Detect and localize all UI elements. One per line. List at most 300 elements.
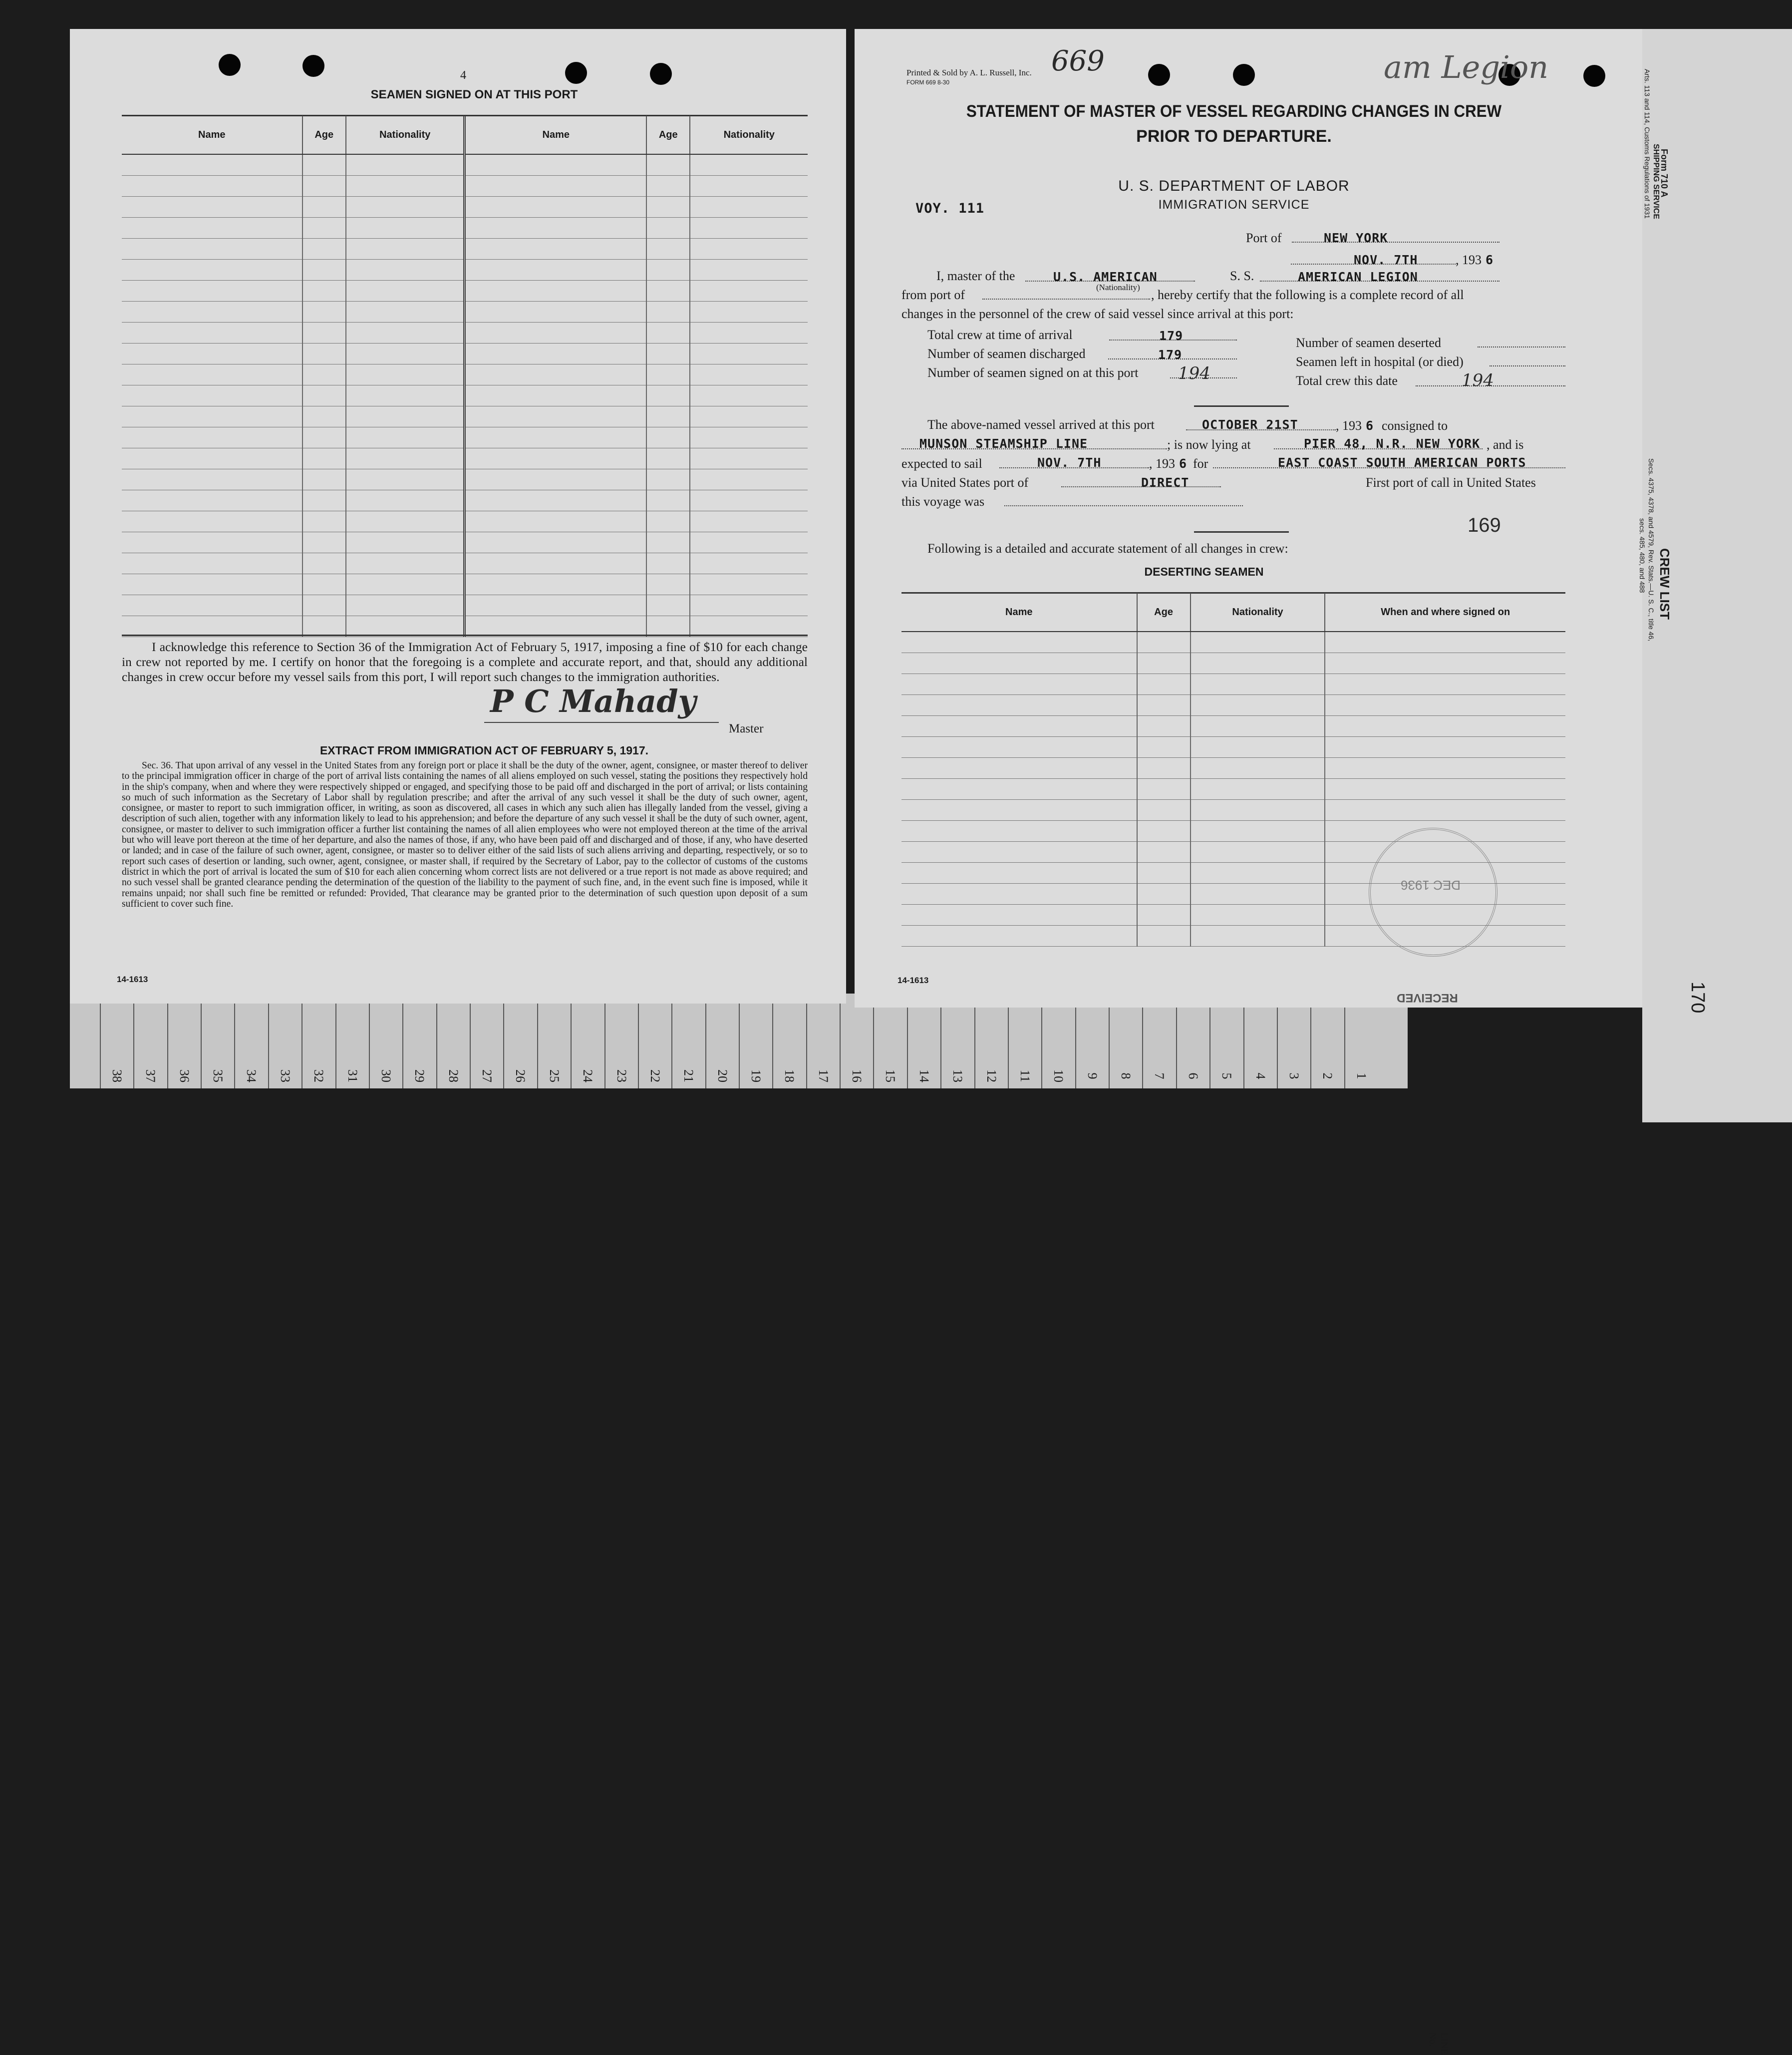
table-row: [901, 695, 1565, 716]
underlying-line-number: 29: [412, 1069, 427, 1082]
punch-hole: [1233, 64, 1255, 86]
side-sections: Secs. 4375, 4378, and 4579, Rev. Stats.—U. S. C., title 46,: [1647, 458, 1655, 642]
underlying-line-label: LINE No.: [1427, 2032, 1450, 2055]
separator-2: [1194, 531, 1289, 533]
table-cell: [1191, 653, 1325, 674]
table-cell: [1137, 779, 1191, 800]
underlying-line-number: 8: [1119, 1072, 1134, 1079]
table-cell: [465, 448, 646, 469]
handwritten-ship-note: am Legion: [1384, 49, 1549, 85]
table-cell: [1325, 800, 1565, 821]
punch-hole: [565, 62, 587, 84]
table-row: [122, 448, 808, 469]
side-form-number: Form 710 A: [1659, 149, 1669, 198]
total-crew-arrival-label: Total crew at time of arrival: [927, 328, 1073, 342]
master-of-label: I, master of the: [936, 269, 1015, 283]
table-cell: [122, 511, 302, 532]
table-cell: [690, 323, 808, 343]
underlying-column: [571, 994, 603, 1088]
table-cell: [1325, 653, 1565, 674]
table-row: [122, 616, 808, 637]
table-cell: [1137, 905, 1191, 926]
table-cell: [122, 154, 302, 176]
underlying-line-number: 5: [1219, 1072, 1234, 1079]
table-cell: [646, 197, 690, 218]
table-cell: [302, 176, 346, 197]
table-cell: [690, 616, 808, 637]
table-cell: [646, 281, 690, 302]
underlying-line-number: 3: [1286, 1072, 1301, 1079]
table-cell: [690, 511, 808, 532]
table-cell: [346, 239, 465, 260]
table-cell: [302, 197, 346, 218]
table-cell: [901, 905, 1137, 926]
extract-title: EXTRACT FROM IMMIGRATION ACT OF FEBRUARY 5, 1917.: [319, 744, 649, 757]
underlying-line-number: 10: [1051, 1069, 1066, 1082]
table-cell: [690, 343, 808, 364]
table-cell: [465, 553, 646, 574]
table-row: [901, 800, 1565, 821]
port-of-value: NEW YORK: [1324, 231, 1388, 245]
underlying-line-number: 17: [816, 1069, 831, 1082]
underlying-line-number: 19: [749, 1069, 763, 1082]
table-cell: [901, 695, 1137, 716]
underlying-column: [133, 994, 166, 1088]
table-cell: [901, 674, 1137, 695]
underlying-column: [436, 994, 469, 1088]
table-cell: [1137, 632, 1191, 653]
table-cell: [346, 448, 465, 469]
table-row: [122, 532, 808, 553]
table-cell: [465, 239, 646, 260]
table-cell: [346, 595, 465, 616]
underlying-column: [1277, 994, 1310, 1088]
table-row: [901, 674, 1565, 695]
table-row: [122, 239, 808, 260]
table-row: [901, 779, 1565, 800]
table-cell: [646, 323, 690, 343]
table-cell: [302, 490, 346, 511]
table-cell: [901, 926, 1137, 947]
table-cell: [1191, 716, 1325, 737]
expected-value: NOV. 7TH: [1037, 455, 1102, 470]
table-cell: [690, 532, 808, 553]
table-cell: [302, 469, 346, 490]
table-cell: [122, 302, 302, 323]
table-cell: [1137, 695, 1191, 716]
table-cell: [646, 532, 690, 553]
discharged-label: Number of seamen discharged: [927, 346, 1086, 361]
table-row: [122, 469, 808, 490]
table-cell: [646, 343, 690, 364]
underlying-line-number: 24: [581, 1069, 596, 1082]
table-cell: [465, 616, 646, 637]
table-cell: [302, 343, 346, 364]
table-cell: [465, 343, 646, 364]
table-row: [122, 574, 808, 595]
table-cell: [1191, 905, 1325, 926]
table-row: [901, 737, 1565, 758]
table-cell: [302, 323, 346, 343]
table-cell: [465, 281, 646, 302]
table-cell: [346, 323, 465, 343]
underlying-line-number: 6: [1186, 1072, 1200, 1079]
table-cell: [465, 595, 646, 616]
table-cell: [646, 511, 690, 532]
table-cell: [690, 302, 808, 323]
underlying-column: [1310, 994, 1343, 1088]
for-label: for: [1193, 456, 1208, 471]
underlying-line-number: 32: [311, 1069, 326, 1082]
table-cell: [901, 821, 1137, 842]
table-row: [122, 490, 808, 511]
received-label: RECEIVED: [1397, 991, 1458, 1005]
signed-on: 194: [1178, 363, 1210, 383]
table-cell: [465, 364, 646, 385]
table-cell: [122, 364, 302, 385]
table-cell: [302, 574, 346, 595]
underlying-column: [503, 994, 536, 1088]
table-cell: [465, 427, 646, 448]
col-name: Name: [122, 116, 302, 154]
page-number: 4: [460, 69, 466, 82]
table-cell: [690, 427, 808, 448]
table-cell: [901, 653, 1137, 674]
port-of-rule: [1292, 242, 1499, 243]
underlying-column: [234, 994, 267, 1088]
hospital-rule: [1490, 365, 1565, 366]
table-cell: [302, 281, 346, 302]
changes-text: changes in the personnel of the crew of said vessel since arrival at this port:: [901, 307, 1294, 321]
table-cell: [465, 197, 646, 218]
underlying-column: [1075, 994, 1108, 1088]
arrived-year-prefix: , 193: [1336, 418, 1362, 433]
table-cell: [646, 239, 690, 260]
table-cell: [346, 260, 465, 281]
table-cell: [690, 448, 808, 469]
arrived-value: OCTOBER 21ST: [1202, 417, 1298, 432]
table-cell: [302, 448, 346, 469]
underlying-column: [1041, 994, 1074, 1088]
table-cell: [1325, 758, 1565, 779]
table-cell: [1137, 926, 1191, 947]
discharged: 179: [1158, 347, 1183, 362]
punch-hole: [1583, 65, 1605, 87]
table-cell: [1137, 842, 1191, 863]
underlying-column: [1109, 994, 1142, 1088]
ship-name: AMERICAN LEGION: [1298, 270, 1418, 284]
table-cell: [1191, 674, 1325, 695]
table-cell: [122, 616, 302, 637]
underlying-column: [705, 994, 738, 1088]
extract-text: Sec. 36. That upon arrival of any vessel in the United States from any foreign port or place it shall be the duty of the owner, agent, consignee, or master thereof to deliver to the principal immigration officer in charge of the port of arrival lists containing the names of all aliens employed on such vessel, stating the positions they respectively hold in the ship's company, when and where they were respectively shipped or engaged, and specifying those to be paid off and discharged in the port of arrival; or lists containing so much of such information as the Secretary of Labor shall by regulation prescribe; and after the arrival of any such vessel it shall be the duty of such owner, agent, consignee, or master to report to such immigration officer, in writing, as soon as discovered, all cases in which any such alien has illegally landed from the vessel, giving a description of such alien, together with any information likely to lead to his apprehension; and before the departure of any such vessel it shall be the duty of such owner, agent, consignee, or master to deliver to such immigration officer a further list containing the names of all alien employees who were not employed thereon at the time of the arrival but who will leave port thereon at the time of her departure, and also the names of those, if any, who have been paid off and discharged and of those, if any, who have deserted or landed; and in case of the failure of such owner, agent, consignee, or master so to deliver either of the said lists of such aliens arriving and departing, respectively, or so to report such cases of desertion or landing, such owner, agent, consignee, or master shall, if required by the Secretary of Labor, pay to the collector of customs of the customs district in which the port of arrival is located the sum of $10 for each alien concerning whom correct lists are not delivered or a true report is not made as above required; and no such vessel shall be granted clearance pending the determination of the question of the liability to the payment of such fine, and, in the event such fine is imposed, while it remains unpaid; nor shall such fine be remitted or refunded: Provided, That clearance may be granted prior to the determination of such question upon deposit of a sum sufficient to cover such fine.: [122, 760, 808, 909]
underlying-line-number: 9: [1085, 1072, 1100, 1079]
table-cell: [122, 553, 302, 574]
table-cell: [122, 448, 302, 469]
underlying-line-number: 16: [850, 1069, 865, 1082]
table-cell: [1137, 758, 1191, 779]
table-cell: [122, 406, 302, 427]
col-age: Age: [1137, 593, 1191, 632]
table-cell: [901, 800, 1137, 821]
acknowledgment-text: I acknowledge this reference to Section 36 of the Immigration Act of February 5, 1917, imposing a fine of $10 for each change in crew not reported by me. I certify on honor that the foregoing is a complete and accurate report, and that, should any additional changes in crew occur before my vessel sails from this port, I will report such changes to the immigration authorities.: [122, 640, 808, 684]
underlying-column: [806, 994, 839, 1088]
underlying-column: [100, 994, 133, 1088]
punch-hole: [1148, 64, 1170, 86]
via-value: DIRECT: [1141, 475, 1190, 490]
table-cell: [346, 218, 465, 239]
right-form-code: 14-1613: [897, 976, 929, 985]
table-cell: [646, 176, 690, 197]
master-label: Master: [729, 722, 764, 735]
underlying-line-number: 33: [278, 1069, 293, 1082]
table-cell: [646, 448, 690, 469]
underlying-line-number: 27: [480, 1069, 495, 1082]
port-of-label: Port of: [1246, 231, 1282, 245]
punch-hole: [650, 63, 672, 85]
underlying-column: [907, 994, 940, 1088]
side-shipping-service: SHIPPING SERVICE: [1652, 144, 1660, 219]
underlying-line-number: 28: [446, 1069, 461, 1082]
page-number-side: 170: [1687, 982, 1708, 1014]
table-row: [122, 406, 808, 427]
table-cell: [646, 302, 690, 323]
form-title: STATEMENT OF MASTER OF VESSEL REGARDING CHANGES IN CREW: [966, 102, 1502, 121]
underlying-column: [1243, 994, 1276, 1088]
table-cell: [346, 343, 465, 364]
table-cell: [1137, 884, 1191, 905]
table-cell: [690, 406, 808, 427]
table-cell: [302, 302, 346, 323]
table-cell: [122, 239, 302, 260]
table-cell: [346, 281, 465, 302]
left-bottom-rule: [122, 635, 808, 636]
underlying-line-number: 4: [1253, 1072, 1268, 1079]
table-cell: [646, 427, 690, 448]
col-when-where: When and where signed on: [1325, 593, 1565, 632]
deserted-rule: [1478, 346, 1565, 347]
table-cell: [122, 469, 302, 490]
col-nationality: Nationality: [1191, 593, 1325, 632]
separator: [1194, 405, 1289, 407]
underlying-line-number: 31: [345, 1069, 360, 1082]
table-cell: [1137, 800, 1191, 821]
table-cell: [465, 154, 646, 176]
table-row: [901, 758, 1565, 779]
table-cell: [302, 511, 346, 532]
table-cell: [122, 595, 302, 616]
table-cell: [690, 490, 808, 511]
arrived-label: The above-named vessel arrived at this port: [927, 417, 1155, 432]
via-label: via United States port of: [901, 475, 1029, 490]
table-cell: [646, 595, 690, 616]
underlying-line-number: 7: [1152, 1072, 1167, 1079]
table-cell: [646, 616, 690, 637]
underlying-column: [268, 994, 301, 1088]
underlying-line-number: 15: [883, 1069, 898, 1082]
table-cell: [1191, 842, 1325, 863]
table-cell: [690, 574, 808, 595]
table-cell: [1191, 632, 1325, 653]
table-cell: [122, 218, 302, 239]
first-port-label: First port of call in United States: [1366, 475, 1536, 490]
table-cell: [346, 427, 465, 448]
form-title-2: PRIOR TO DEPARTURE.: [1136, 127, 1332, 146]
underlying-line-number: 35: [211, 1069, 226, 1082]
punch-hole: [302, 55, 324, 77]
underlying-line-number: 2: [1320, 1072, 1335, 1079]
underlying-column: [671, 994, 704, 1088]
table-cell: [346, 197, 465, 218]
table-cell: [302, 260, 346, 281]
table-cell: [346, 154, 465, 176]
lying-label: ; is now lying at: [1167, 437, 1251, 452]
table-cell: [302, 595, 346, 616]
table-cell: [122, 176, 302, 197]
table-cell: [122, 427, 302, 448]
table-cell: [346, 532, 465, 553]
received-stamp: [1369, 828, 1497, 957]
signed-on-label: Number of seamen signed on at this port: [927, 365, 1139, 380]
underlying-line-number: 30: [378, 1069, 393, 1082]
table-row: [122, 176, 808, 197]
col-nationality-2: Nationality: [690, 116, 808, 154]
table-row: [122, 260, 808, 281]
table-row: [901, 716, 1565, 737]
and-is-label: , and is: [1487, 437, 1524, 452]
table-cell: [346, 385, 465, 406]
table-cell: [901, 884, 1137, 905]
printer-form: FORM 669 8-30: [906, 79, 950, 86]
table-cell: [646, 406, 690, 427]
underlying-line-number: 21: [681, 1069, 696, 1082]
table-cell: [646, 218, 690, 239]
right-margin-strip: [1638, 29, 1792, 1122]
underlying-column: [739, 994, 772, 1088]
table-cell: [646, 574, 690, 595]
table-cell: [122, 574, 302, 595]
from-port-label: from port of: [901, 288, 965, 302]
year-prefix: , 193: [1456, 253, 1482, 267]
table-cell: [901, 779, 1137, 800]
table-row: [122, 302, 808, 323]
underlying-column: [772, 994, 805, 1088]
right-page: [855, 29, 1657, 1008]
table-row: [122, 553, 808, 574]
underlying-column: [974, 994, 1007, 1088]
table-cell: [346, 364, 465, 385]
table-cell: [1325, 632, 1565, 653]
table-cell: [690, 197, 808, 218]
underlying-line-number: 34: [244, 1069, 259, 1082]
table-cell: [901, 716, 1137, 737]
table-cell: [646, 553, 690, 574]
table-cell: [1325, 674, 1565, 695]
table-cell: [465, 406, 646, 427]
table-cell: [646, 260, 690, 281]
underlying-line-number: 1: [1354, 1072, 1369, 1079]
underlying-line-number: 22: [647, 1069, 662, 1082]
table-cell: [1325, 695, 1565, 716]
table-cell: [1191, 737, 1325, 758]
underlying-column: [1142, 994, 1175, 1088]
voyage: VOY. 111: [915, 201, 985, 216]
table-cell: [465, 490, 646, 511]
nationality-value: U.S. AMERICAN: [1053, 270, 1158, 284]
handwritten-number: 669: [1051, 45, 1105, 77]
signature-line: [484, 722, 719, 723]
table-cell: [465, 323, 646, 343]
table-cell: [346, 553, 465, 574]
table-cell: [646, 469, 690, 490]
underlying-line-number: 11: [1017, 1069, 1032, 1082]
table-cell: [302, 427, 346, 448]
table-cell: [1325, 737, 1565, 758]
deserting-title: DESERTING SEAMEN: [1144, 565, 1264, 578]
table-cell: [690, 176, 808, 197]
underlying-line-number: 26: [513, 1069, 528, 1082]
underlying-line-number: 37: [143, 1069, 158, 1082]
underlying-line-number: 18: [782, 1069, 797, 1082]
table-cell: [1137, 737, 1191, 758]
underlying-column: [201, 994, 234, 1088]
total-crew-date-label: Total crew this date: [1296, 373, 1398, 388]
table-cell: [690, 595, 808, 616]
table-cell: [302, 553, 346, 574]
table-cell: [122, 260, 302, 281]
table-cell: [465, 176, 646, 197]
table-cell: [1137, 653, 1191, 674]
nationality-label: (Nationality): [1096, 283, 1140, 292]
table-cell: [346, 490, 465, 511]
table-cell: [302, 239, 346, 260]
col-nationality: Nationality: [346, 116, 465, 154]
consignee: MUNSON STEAMSHIP LINE: [919, 436, 1088, 451]
underlying-column: [604, 994, 637, 1088]
table-cell: [901, 842, 1137, 863]
underlying-column: [1176, 994, 1209, 1088]
handwritten-number-mid: 169: [1468, 514, 1501, 536]
table-cell: [346, 176, 465, 197]
table-cell: [1137, 674, 1191, 695]
underlying-column: [470, 994, 503, 1088]
table-cell: [122, 532, 302, 553]
table-cell: [1191, 926, 1325, 947]
total-crew-date: 194: [1462, 370, 1494, 390]
underlying-column: [940, 994, 973, 1088]
underlying-line-number: 14: [916, 1069, 931, 1082]
underlying-column: [840, 994, 873, 1088]
col-age: Age: [302, 116, 346, 154]
table-row: [122, 385, 808, 406]
table-cell: [646, 154, 690, 176]
table-row: [122, 364, 808, 385]
left-page: [70, 29, 846, 1004]
table-row: [122, 281, 808, 302]
table-cell: [690, 154, 808, 176]
expected-year-prefix: , 193: [1149, 456, 1175, 471]
underlying-column: [537, 994, 570, 1088]
table-cell: [302, 532, 346, 553]
table-cell: [346, 511, 465, 532]
table-row: [122, 154, 808, 176]
left-form-code: 14-1613: [117, 975, 148, 984]
table-cell: [465, 532, 646, 553]
underlying-line-number: 20: [715, 1069, 730, 1082]
table-cell: [646, 364, 690, 385]
table-row: [122, 197, 808, 218]
table-cell: [646, 385, 690, 406]
